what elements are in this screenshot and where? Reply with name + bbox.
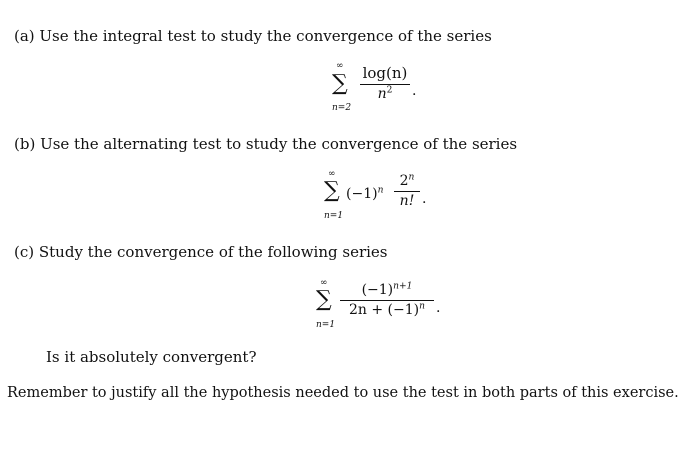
part-c-instruction: (c) Study the convergence of the following series [14,243,388,261]
sum-lower-limit: n=1 [324,211,344,221]
summation-a [330,62,352,114]
fraction-bar [394,191,420,192]
fraction-a [360,66,410,101]
absolute-convergence-question: Is it absolutely convergent? [46,348,257,366]
sum-upper-limit: ∞ [336,61,344,71]
denominator: $n^2$ [377,85,393,102]
fraction-c [340,283,434,317]
numerator: log(n) [362,64,408,82]
sum-upper-limit: ∞ [320,278,328,288]
part-b-instruction: (b) Use the alternating test to study the convergence of the series [14,135,518,153]
sum-lower-limit: n=2 [332,103,352,113]
period: . [412,83,417,99]
footer-note: Remember to justify all the hypothesis needed to use the test in both parts of this exercise. [7,385,679,401]
sigma-icon: ∑ [332,71,348,96]
denominator: n! [399,193,415,209]
part-a-instruction: (a) Use the integral test to study the convergence of the series [14,27,492,45]
sum-upper-limit: ∞ [328,169,336,179]
summation-b [322,170,344,222]
numerator: $(-1)^{n+1}$ [361,281,413,298]
summation-c [314,279,336,331]
period: . [422,191,427,207]
sum-lower-limit: n=1 [316,320,336,330]
part-c-formula [314,279,464,339]
fraction-b [394,174,420,208]
sigma-icon: ∑ [316,287,332,312]
part-a-formula [330,62,450,122]
period: . [436,300,441,316]
numerator: 2$^n$ [399,172,415,189]
fraction-bar [360,84,410,85]
denominator: $2n + (-1)^n$ [349,301,425,318]
part-b-formula [322,170,452,230]
sign-factor: $(-1)^n$ [346,185,384,202]
sigma-icon: ∑ [324,178,340,203]
